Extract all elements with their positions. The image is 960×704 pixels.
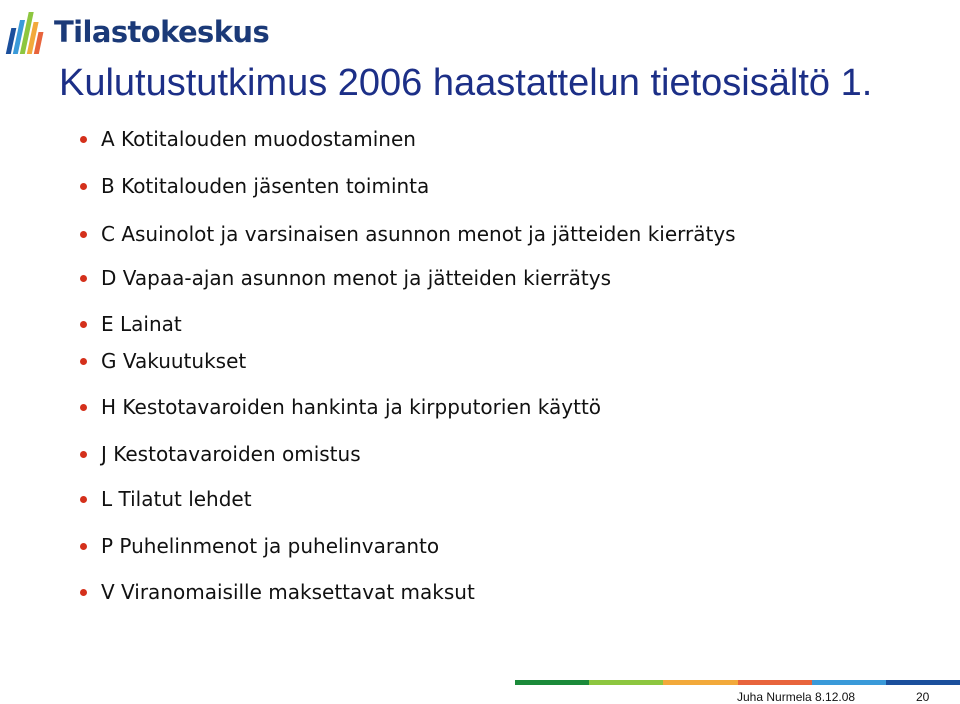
slide-title: Kulutustutkimus 2006 haastattelun tietosisältö 1.	[59, 62, 873, 104]
bullet-text: L Tilatut lehdet	[101, 487, 252, 511]
bullet-dot-icon	[80, 589, 87, 596]
bullet-text: H Kestotavaroiden hankinta ja kirpputorien käyttö	[101, 395, 602, 419]
bullet-item	[80, 172, 429, 200]
bullet-item	[80, 440, 361, 468]
logo-text: Tilastokeskus	[54, 15, 270, 49]
bullet-item	[80, 264, 611, 292]
bullet-text: G Vakuutukset	[101, 349, 247, 373]
bullet-item	[80, 393, 601, 421]
bullet-dot-icon	[80, 321, 87, 328]
bullet-text: D Vapaa-ajan asunnon menot ja jätteiden kierrätys	[101, 266, 611, 290]
page-number: 20	[916, 690, 930, 704]
footer-color-stripe	[515, 680, 960, 685]
stripe-segment	[886, 680, 960, 685]
tilastokeskus-logo-icon	[4, 6, 48, 58]
bullet-item	[80, 347, 246, 375]
bullet-text: A Kotitalouden muodostaminen	[101, 127, 416, 151]
bullet-dot-icon	[80, 451, 87, 458]
bullet-text: E Lainat	[101, 312, 182, 336]
bullet-item	[80, 220, 736, 248]
bullet-dot-icon	[80, 275, 87, 282]
bullet-dot-icon	[80, 136, 87, 143]
footer-author: Juha Nurmela 8.12.08	[737, 690, 856, 704]
bullet-item	[80, 485, 252, 513]
bullet-item	[80, 532, 439, 560]
bullet-text: J Kestotavaroiden omistus	[101, 442, 361, 466]
stripe-segment	[663, 680, 737, 685]
bullet-item	[80, 125, 416, 153]
bullet-item	[80, 310, 182, 338]
bullet-dot-icon	[80, 543, 87, 550]
bullet-item	[80, 578, 475, 606]
bullet-dot-icon	[80, 404, 87, 411]
bullet-text: B Kotitalouden jäsenten toiminta	[101, 174, 430, 198]
bullet-dot-icon	[80, 496, 87, 503]
bullet-text: P Puhelinmenot ja puhelinvaranto	[101, 534, 440, 558]
bullet-dot-icon	[80, 183, 87, 190]
stripe-segment	[515, 680, 589, 685]
stripe-segment	[738, 680, 812, 685]
logo	[4, 4, 269, 60]
bullet-text: V Viranomaisille maksettavat maksut	[101, 580, 475, 604]
bullet-dot-icon	[80, 358, 87, 365]
stripe-segment	[812, 680, 886, 685]
bullet-dot-icon	[80, 231, 87, 238]
bullet-text: C Asuinolot ja varsinaisen asunnon menot ja jätteiden kierrätys	[101, 222, 736, 246]
stripe-segment	[589, 680, 663, 685]
